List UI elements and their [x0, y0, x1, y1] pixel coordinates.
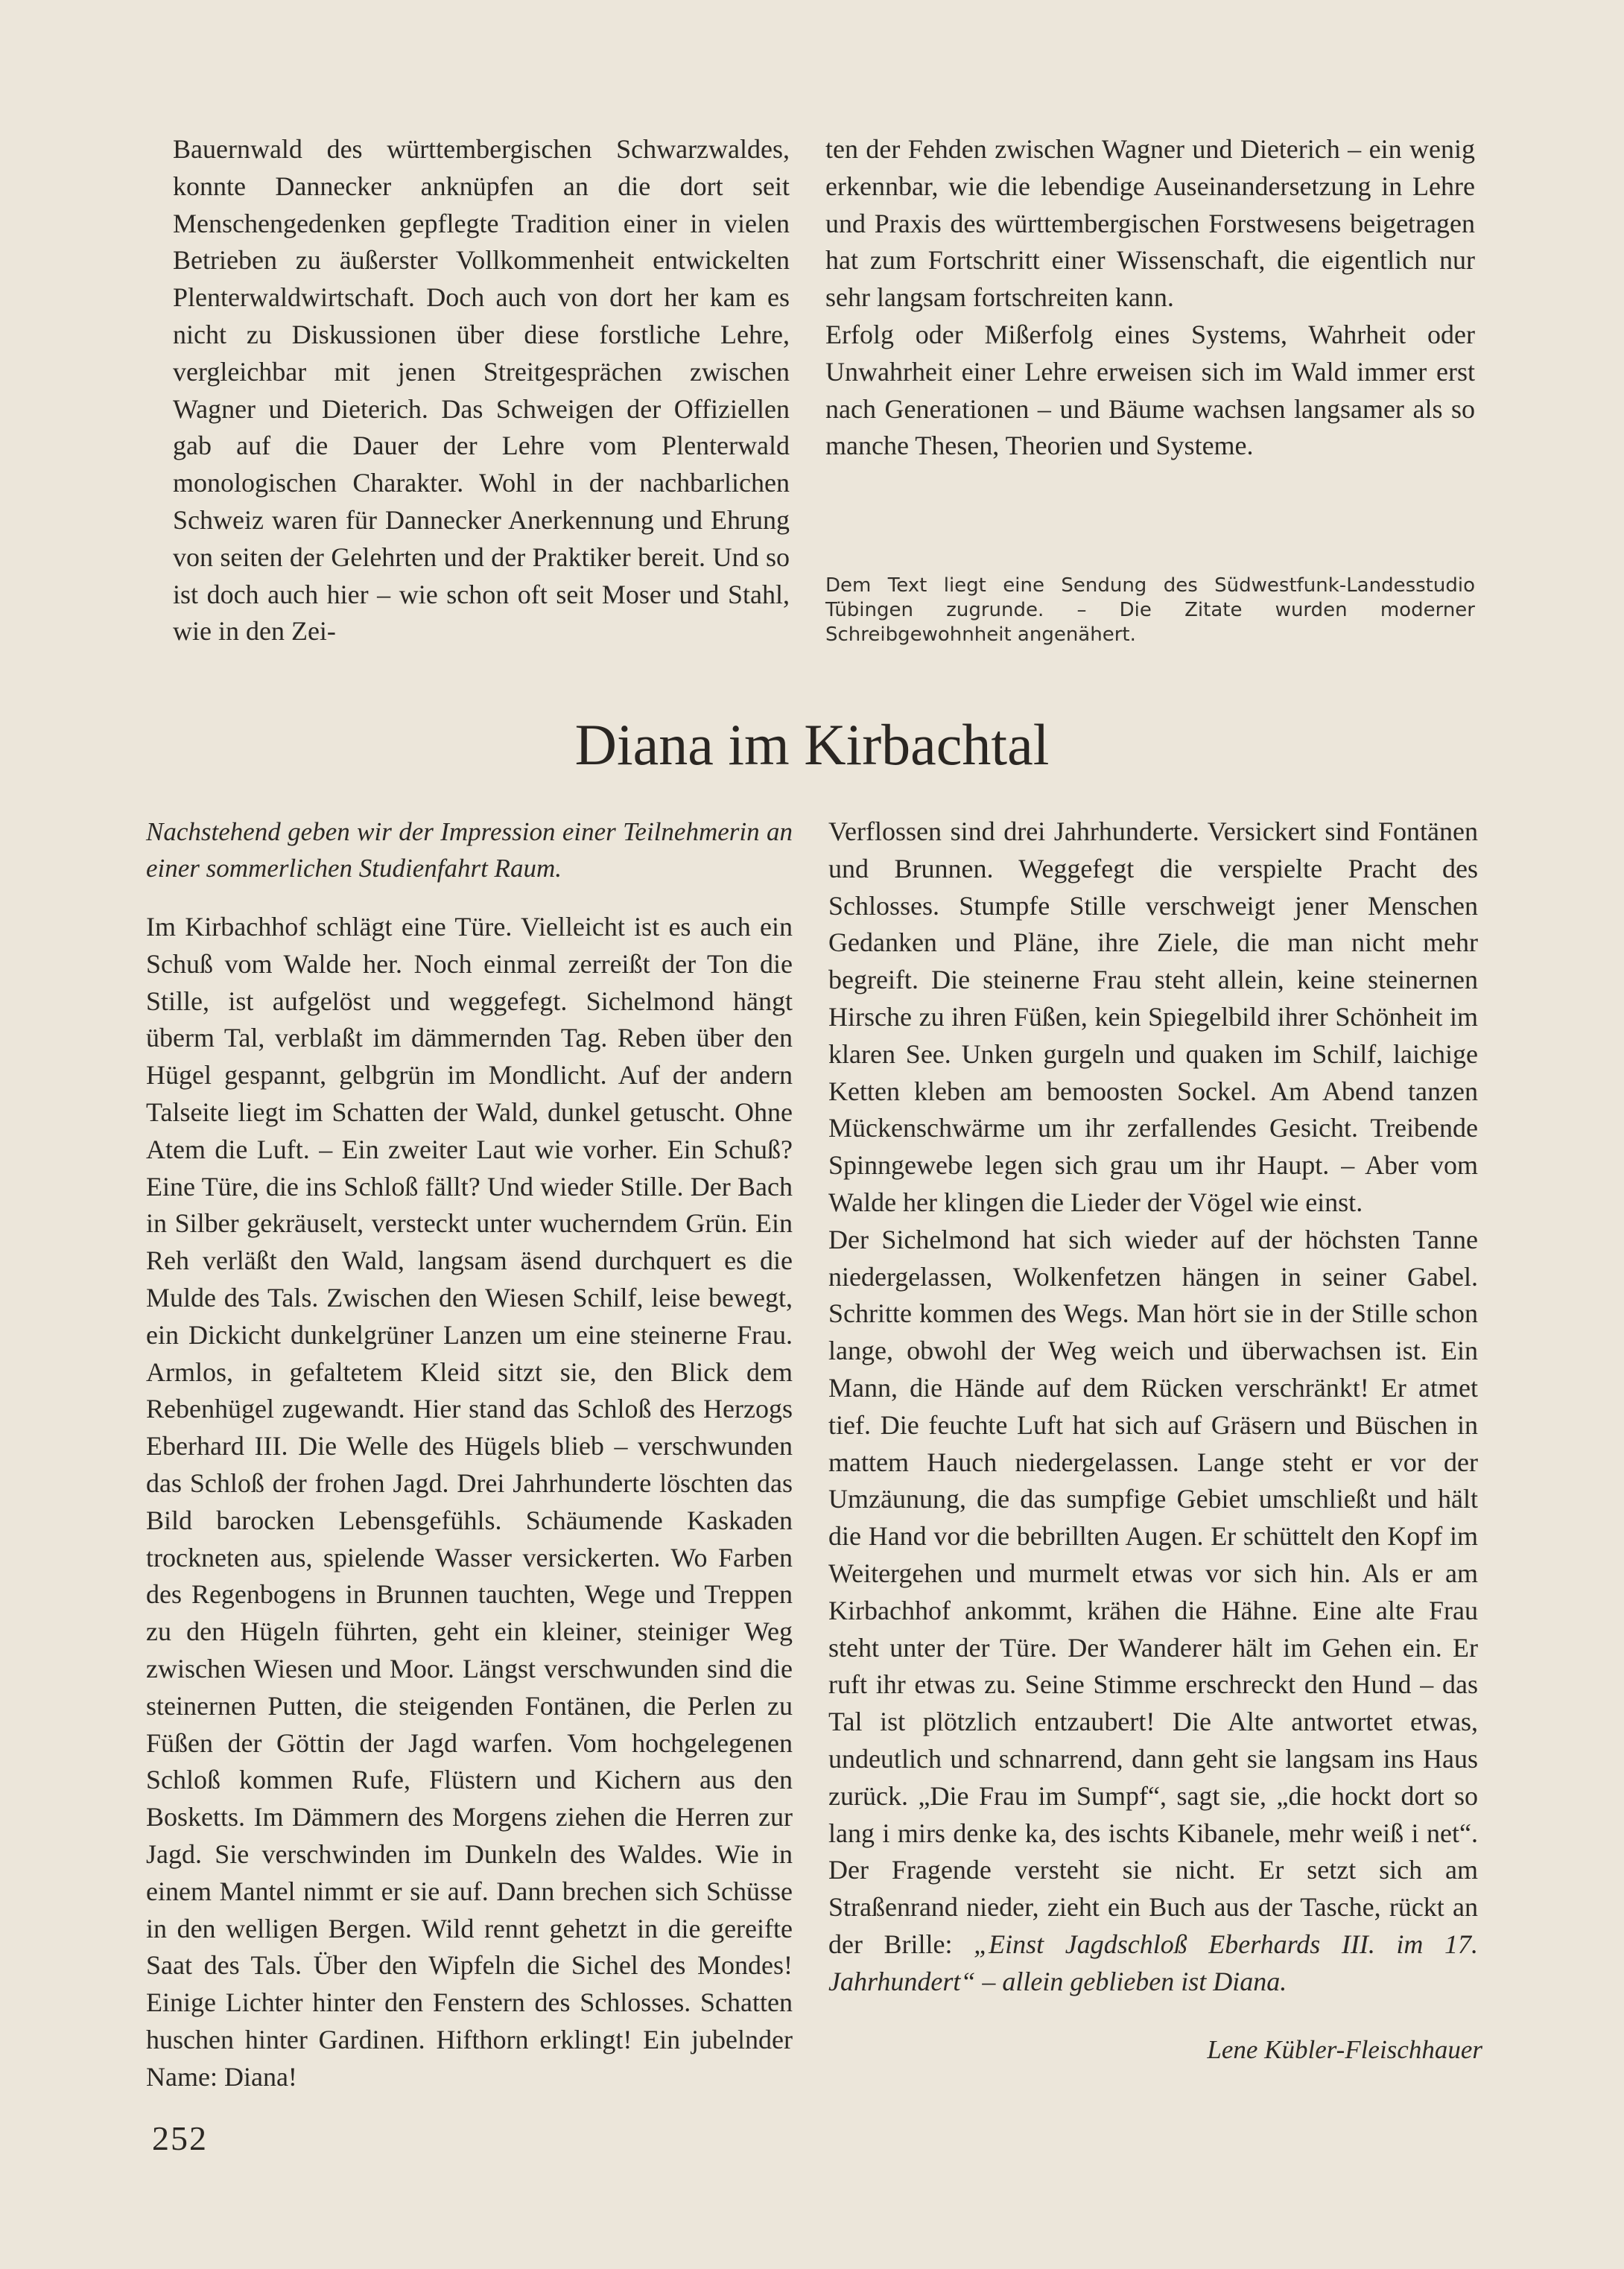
paragraph [828, 1222, 1478, 2001]
paragraph: Bauernwald des württembergischen Schwarzwaldes, konnte Dannecker anknüpfen an die dort seit Menschengedenken gepflegte Tradition einer in vielen Betrieben zu äußerster Vollkommenheit entwickelten Plenterwaldwirtschaft. Doch auch von dort her kam es nicht zu Diskussionen über diese forstliche Lehre, vergleichbar mit jenen Streitgesprächen zwischen Wagner und Dieterich. Das Schweigen der Offiziellen gab auf die Dauer der Lehre vom Plenterwald monologischen Charakter. Wohl in der nachbarlichen Schweiz waren für Dannecker Anerkennung und Ehrung von seiten der Gelehrten und der Praktiker bereit. Und so ist doch auch hier – wie schon oft seit Moser und Stahl, wie in den Zei- [173, 134, 790, 647]
article-right-column [828, 813, 1478, 2001]
paragraph: Verflossen sind drei Jahrhunderte. Versickert sind Fontänen und Brunnen. Weggefegt die verspielte Pracht des Schlosses. Stumpfe Stille verschweigt jener Menschen Gedanken und Pläne, ihre Ziele, die man nicht mehr begreift. Die steinerne Frau steht allein, keine steinernen Hirsche zu ihren Füßen, kein Spiegelbild ihrer Schönheit im klaren See. Unken gurgeln und quaken im Schilf, laichige Ketten kleben am bemoosten Sockel. Am Abend tanzen Mückenschwärme um ihr zerfallendes Gesicht. Treibende Spinngewebe legen sich grau um ihr Haupt. – Aber vom Walde her klingen die Lieder der Vögel wie einst. [828, 816, 1478, 1217]
author-signature: Lene Kübler-Fleischhauer [1207, 2035, 1482, 2064]
source-note: Dem Text liegt eine Sendung des Südwestfunk-Landesstudio Tübingen zugrunde. – Die Zitate wurden moderner Schreibgewohnheit angenähert. [825, 574, 1475, 646]
article-title: Diana im Kirbachtal [574, 712, 1050, 777]
article-intro: Nachstehend geben wir der Impression einer Teilnehmerin an einer sommerlichen Studienfahrt Raum. [146, 817, 793, 883]
book-quote: „Einst Jagdschloß Eberhards III. im 17. Jahrhundert“ – allein geblieben ist Diana. [828, 1929, 1479, 1996]
paragraph-text: Der Sichelmond hat sich wieder auf der höchsten Tanne niedergelassen, Wolkenfetzen hängen in seiner Gabel. Schritte kommen des Wegs. Man hört sie in der Stille schon lange, obwohl der Weg weich und überwachsen ist. Ein Mann, die Hände auf dem Rücken verschränkt! Er atmet tief. Die feuchte Luft hat sich auf Gräsern und Büschen in mattem Hauch niedergelassen. Lange steht er vor der Umzäunung, die das sumpfige Gebiet umschließt und hält die Hand vor die bebrillten Augen. Er schüttelt den Kopf im Weitergehen und murmelt etwas vor sich hin. Als er am Kirbachhof ankommt, krähen die Hähne. Eine alte Frau steht unter der Türe. Der Wanderer hält im Gehen ein. Er ruft ihr etwas zu. Seine Stimme erschreckt den Hund – das Tal ist plötzlich entzaubert! Die Alte antwortet etwas, undeutlich und schnarrend, dann geht sie langsam ins Haus zurück. „Die Frau im Sumpf“, sagt sie, „die hockt dort so lang i mirs denke ka, des ischts Kibanele, mehr weiß i net“. Der Fragende versteht sie nicht. Er setzt sich am Straßenrand nieder, zieht ein Buch aus der Tasche, rückt an der Brille: [828, 1224, 1478, 1959]
top-article-left-column [173, 131, 790, 650]
top-article-right-column [825, 131, 1475, 465]
article-left-column [146, 909, 793, 2096]
paragraph: Im Kirbachhof schlägt eine Türe. Vielleicht ist es auch ein Schuß vom Walde her. Noch einmal zerreißt der Ton die Stille, ist aufgelöst und weggefegt. Sichelmond hängt überm Tal, verblaßt im dämmernden Tag. Reben über den Hügel gespannt, gelbgrün im Mondlicht. Auf der andern Talseite liegt im Schatten der Wald, dunkel getuscht. Ohne Atem die Luft. – Ein zweiter Laut wie vorher. Ein Schuß? Eine Türe, die ins Schloß fällt? Und wieder Stille. Der Bach in Silber gekräuselt, versteckt unter wucherndem Grün. Ein Reh verläßt den Wald, langsam äsend durchquert es die Mulde des Tals. Zwischen den Wiesen Schilf, leise bewegt, ein Dickicht dunkelgrüner Lanzen um eine steinerne Frau. Armlos, in gefaltetem Kleid sitzt sie, den Blick dem Rebenhügel zugewandt. Hier stand das Schloß des Herzogs Eberhard III. Die Welle des Hügels blieb – verschwunden das Schloß der frohen Jagd. Drei Jahrhunderte löschten das Bild barocken Lebensgefühls. Schäumende Kaskaden trockneten aus, spielende Wasser versickerten. Wo Farben des Regenbogens in Brunnen tauchten, Wege und Treppen zu den Hügeln führten, geht ein kleiner, steiniger Weg zwischen Wiesen und Moor. Längst verschwunden sind die steinernen Putten, die steigenden Fontänen, die Perlen zu Füßen der Göttin der Jagd warfen. Vom hochgelegenen Schloß kommen Rufe, Flüstern und Kichern aus den Bosketts. Im Dämmern des Morgens ziehen die Herren zur Jagd. Sie verschwinden im Dunkeln des Waldes. Wie in einem Mantel nimmt er sie auf. Dann brechen sich Schüsse in den welligen Bergen. Wild rennt gehetzt in die gereifte Saat des Tals. Über den Wipfeln die Sichel des Mondes! Einige Lichter hinter den Fenstern des Schlosses. Schatten huschen hinter Gardinen. Hifthorn erklingt! Ein jubelnder Name: Diana! [146, 912, 793, 2092]
paragraph: ten der Fehden zwischen Wagner und Dieterich – ein wenig erkennbar, wie die lebendige Auseinandersetzung in Lehre und Praxis des württembergischen Forstwesens beigetragen hat zum Fortschritt einer Wissenschaft, die eigentlich nur sehr langsam fortschreiten kann. [825, 134, 1475, 313]
page-number: 252 [152, 2119, 208, 2157]
paragraph: Erfolg oder Mißerfolg eines Systems, Wahrheit oder Unwahrheit einer Lehre erweisen sich im Wald immer erst nach Generationen – und Bäume wachsen langsamer als so manche Thesen, Theorien und Systeme. [825, 319, 1475, 461]
